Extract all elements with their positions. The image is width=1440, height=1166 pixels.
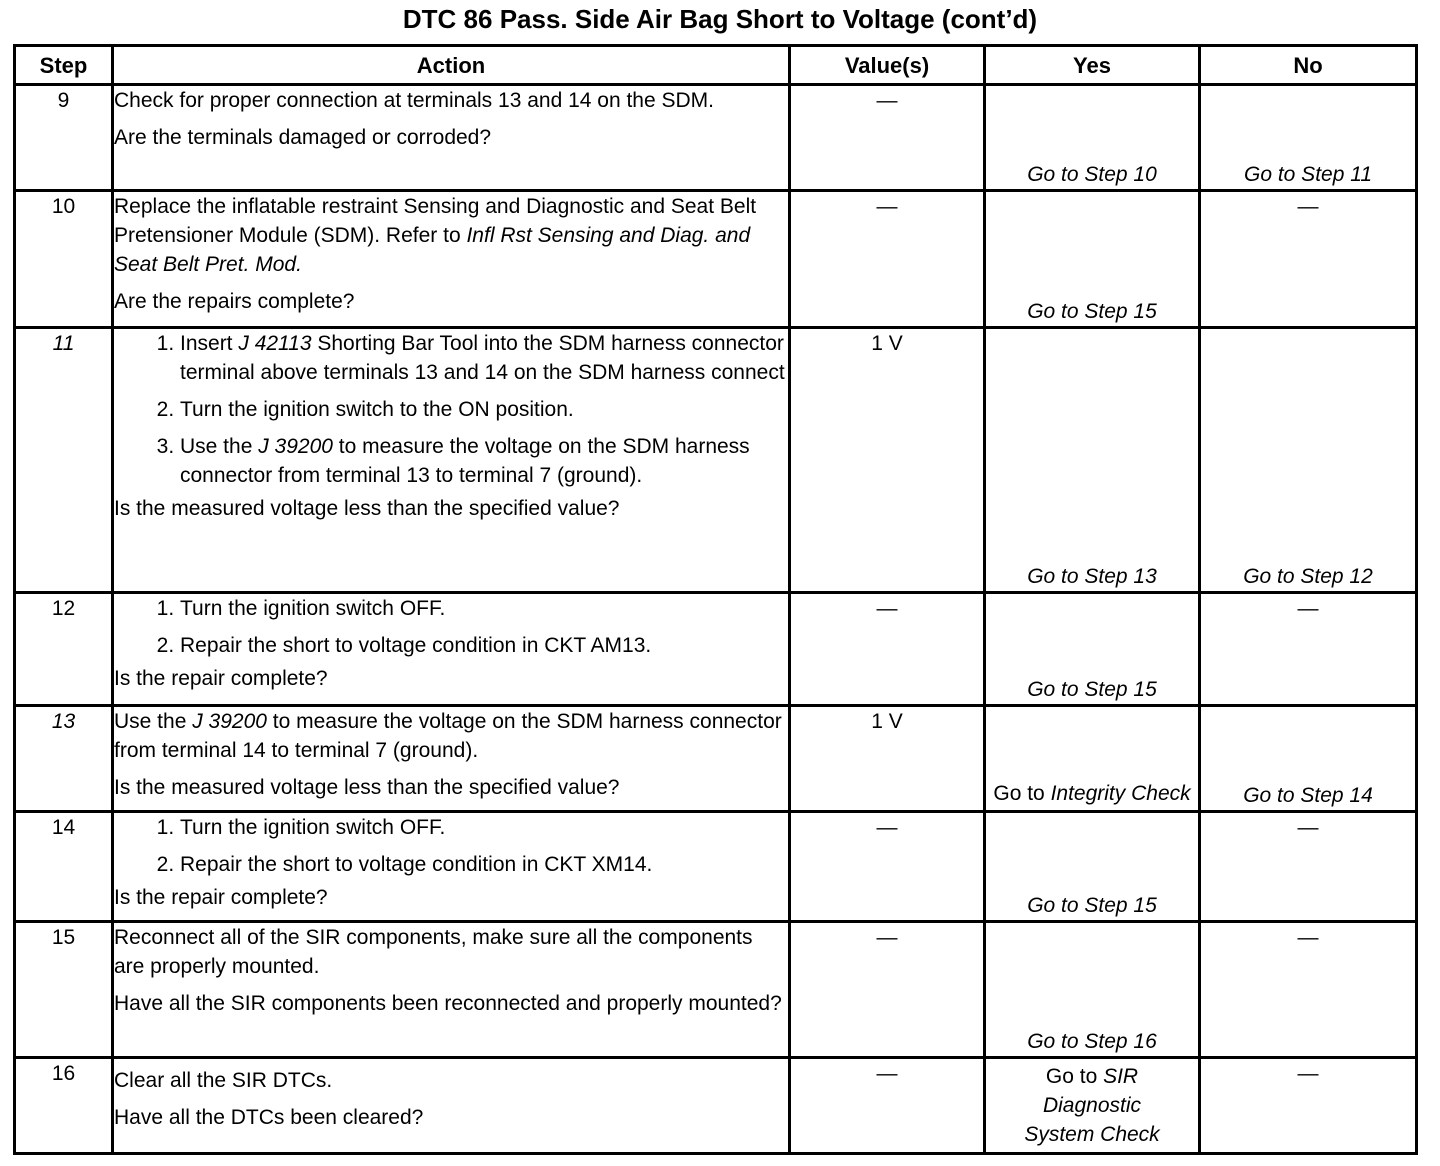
action-text: Clear all the SIR DTCs. <box>114 1068 333 1092</box>
no-cell <box>1200 328 1417 593</box>
action-question: Is the measured voltage less than the specified value? <box>114 776 620 799</box>
step-number: 12 <box>15 593 113 706</box>
header-no: No <box>1200 46 1417 85</box>
table-row <box>15 812 1417 922</box>
diagnostic-table <box>13 44 1418 1155</box>
yes-cell <box>985 1058 1200 1154</box>
table-row <box>15 328 1417 593</box>
tool-reference: J 39200 <box>258 435 333 458</box>
substep: 1. Insert J 42113 Shorting Bar Tool into the SDM harness connector terminal above terminals 13 and 14 on the SDM harness connect <box>180 329 788 387</box>
value-cell: 1 V <box>790 706 985 812</box>
action-cell <box>113 593 790 706</box>
yes-cell <box>985 85 1200 191</box>
step-number: 9 <box>15 85 113 191</box>
value-cell: — <box>790 922 985 1058</box>
no-link[interactable]: Go to Step 12 <box>1243 565 1373 588</box>
yes-link[interactable]: Go to Step 13 <box>1027 565 1157 588</box>
step-number: 15 <box>15 922 113 1058</box>
table-row <box>15 191 1417 328</box>
header-action: Action <box>113 46 790 85</box>
action-cell <box>113 706 790 812</box>
yes-cell <box>985 812 1200 922</box>
action-text: Reconnect all of the SIR components, make sure all the components are properly mounted. <box>114 926 753 978</box>
header-step: Step <box>15 46 113 85</box>
action-question: Is the measured voltage less than the specified value? <box>114 497 620 520</box>
action-question: Is the repair complete? <box>114 667 328 690</box>
substep: 2. Repair the short to voltage condition in CKT AM13. <box>180 631 788 660</box>
yes-cell <box>985 706 1200 812</box>
substep: 1. Turn the ignition switch OFF. <box>180 594 788 623</box>
table-row <box>15 1058 1417 1154</box>
table-row <box>15 922 1417 1058</box>
action-text <box>114 192 788 279</box>
reference-link[interactable]: Infl Rst Sensing and Diag. and Seat Belt Pret. Mod. <box>114 224 751 276</box>
action-cell <box>113 328 790 593</box>
value-cell: — <box>790 812 985 922</box>
substep: 3. Use the J 39200 to measure the voltage on the SDM harness connector from terminal 13 to terminal 7 (ground). <box>180 432 788 490</box>
action-cell <box>113 85 790 191</box>
action-question: Are the terminals damaged or corroded? <box>114 126 492 149</box>
yes-cell <box>985 328 1200 593</box>
value-cell: 1 V <box>790 328 985 593</box>
action-question: Are the repairs complete? <box>114 290 355 313</box>
tool-reference: J 39200 <box>192 710 267 733</box>
table-row <box>15 706 1417 812</box>
no-cell: — <box>1200 812 1417 922</box>
step-number: 16 <box>15 1058 113 1154</box>
no-cell <box>1200 85 1417 191</box>
yes-cell <box>985 191 1200 328</box>
no-link[interactable]: Go to Step 14 <box>1243 784 1373 807</box>
no-cell: — <box>1200 191 1417 328</box>
action-text-main: Replace the inflatable restraint Sensing and Diagnostic and Seat Belt Pretensioner Module (SDM). Refer to <box>114 195 757 247</box>
substep: 2. Turn the ignition switch to the ON position. <box>180 395 788 424</box>
yes-link[interactable]: Go to SIR Diagnostic System Check <box>1024 1065 1160 1146</box>
substep: 1. Turn the ignition switch OFF. <box>180 813 788 842</box>
tool-reference: J 42113 <box>238 332 312 355</box>
header-values: Value(s) <box>790 46 985 85</box>
substep-list <box>114 594 788 660</box>
table-header-row <box>15 46 1417 85</box>
yes-cell <box>985 922 1200 1058</box>
header-yes: Yes <box>985 46 1200 85</box>
value-cell: — <box>790 1058 985 1154</box>
action-cell <box>113 922 790 1058</box>
yes-link[interactable]: Go to Step 15 <box>1027 678 1157 701</box>
value-cell: — <box>790 85 985 191</box>
yes-cell <box>985 593 1200 706</box>
step-number: 13 <box>15 706 113 812</box>
substep-list <box>114 329 788 490</box>
action-text: Check for proper connection at terminals 13 and 14 on the SDM. <box>114 89 714 112</box>
step-number: 11 <box>15 328 113 593</box>
yes-link[interactable]: Go to Integrity Check <box>993 782 1191 805</box>
yes-link[interactable]: Go to Step 15 <box>1027 894 1157 917</box>
no-cell: — <box>1200 922 1417 1058</box>
no-link[interactable]: Go to Step 11 <box>1243 163 1373 186</box>
substep: 2. Repair the short to voltage condition in CKT XM14. <box>180 850 788 879</box>
table-row <box>15 593 1417 706</box>
yes-link[interactable]: Go to Step 10 <box>1027 163 1157 186</box>
step-number: 14 <box>15 812 113 922</box>
no-cell <box>1200 706 1417 812</box>
value-cell: — <box>790 191 985 328</box>
action-cell <box>113 812 790 922</box>
yes-link[interactable]: Go to Step 15 <box>1027 300 1157 323</box>
action-question: Have all the DTCs been cleared? <box>114 1105 424 1129</box>
reference-link[interactable]: Integrity Check <box>1050 782 1191 805</box>
page-title: DTC 86 Pass. Side Air Bag Short to Voltage (cont’d) <box>402 4 1038 34</box>
action-text: Use the J 39200 to measure the voltage on the SDM harness connector from terminal 14 to terminal 7 (ground). <box>114 710 782 762</box>
action-question: Is the repair complete? <box>114 886 328 909</box>
yes-link[interactable]: Go to Step 16 <box>1027 1030 1157 1053</box>
action-cell <box>113 191 790 328</box>
action-cell <box>113 1058 790 1154</box>
action-question: Have all the SIR components been reconnected and properly mounted? <box>114 992 782 1015</box>
value-cell: — <box>790 593 985 706</box>
no-cell: — <box>1200 593 1417 706</box>
no-cell: — <box>1200 1058 1417 1154</box>
table-row <box>15 85 1417 191</box>
step-number: 10 <box>15 191 113 328</box>
substep-list <box>114 813 788 879</box>
reference-link[interactable]: SIR Diagnostic System Check <box>1024 1065 1160 1146</box>
